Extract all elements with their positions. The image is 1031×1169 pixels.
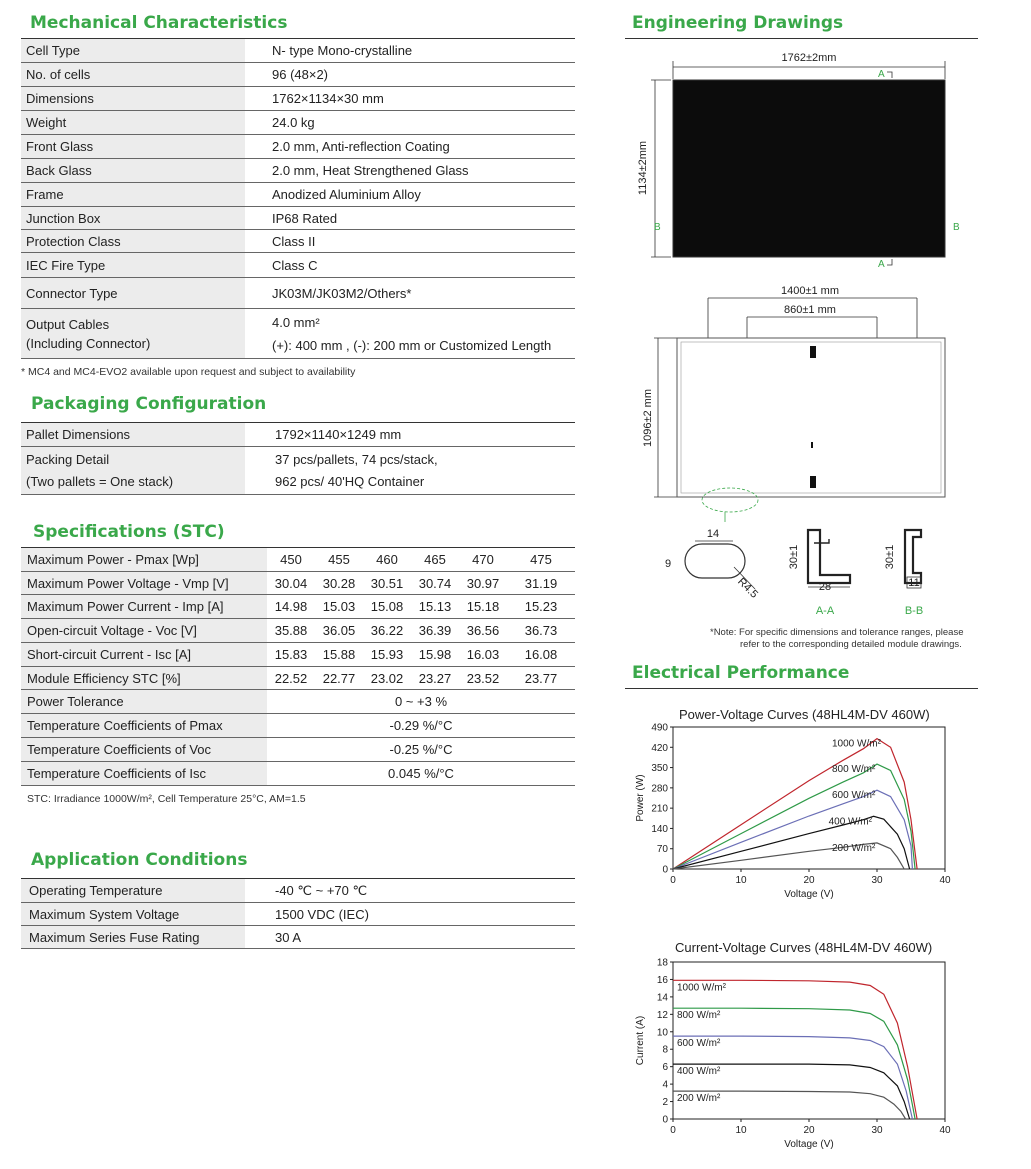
- row-value: Class C: [245, 253, 575, 278]
- cell: 36.73: [507, 619, 575, 643]
- packing-value-2: 962 pcs/ 40'HQ Container: [275, 473, 425, 489]
- row-label: Power Tolerance: [21, 690, 267, 714]
- drawing-note-1: *Note: For specific dimensions and tolerance ranges, please: [710, 627, 964, 638]
- x-tick-label: 30: [871, 1125, 883, 1136]
- cell: 15.88: [315, 643, 363, 667]
- junction-box: [810, 346, 816, 358]
- section-b-height-label: 30±1: [884, 544, 896, 570]
- x-tick-label: 0: [670, 1125, 676, 1136]
- cell: 14.98: [267, 595, 315, 619]
- table-row: [21, 309, 575, 359]
- row-label: Temperature Coefficients of Voc: [21, 738, 267, 762]
- series-label-5: 200 W/m²: [677, 1093, 721, 1105]
- cell: 15.23: [507, 595, 575, 619]
- series-label-1: 1000 W/m²: [832, 738, 881, 750]
- table-row: [21, 447, 575, 495]
- application-title: Application Conditions: [31, 850, 248, 870]
- cell: 15.93: [363, 643, 411, 667]
- table-row: [21, 738, 575, 762]
- table-row: [21, 111, 575, 135]
- row-label: Dimensions: [21, 87, 245, 111]
- mounting-slot: [685, 544, 745, 578]
- iv-curves-chart: [625, 955, 978, 1160]
- row-value: Class II: [245, 230, 575, 253]
- cell: 15.18: [459, 595, 507, 619]
- cell: -0.29 %/°C: [267, 714, 575, 738]
- table-row: [21, 714, 575, 738]
- row-label: Temperature Coefficients of Pmax: [21, 714, 267, 738]
- y-tick-label: 4: [662, 1079, 668, 1091]
- section-b-width-label: 11: [908, 577, 920, 589]
- cell: 36.39: [411, 619, 459, 643]
- y-tick-label: 0: [662, 864, 668, 876]
- cell: 23.52: [459, 667, 507, 690]
- cell: 16.03: [459, 643, 507, 667]
- cables-value-2: (+): 400 mm , (-): 200 mm or Customized Length: [272, 337, 552, 353]
- iv-chart-title: Current-Voltage Curves (48HL4M-DV 460W): [675, 940, 933, 955]
- table-row: [21, 643, 575, 667]
- row-label: Maximum Series Fuse Rating: [21, 926, 245, 949]
- row-label: Cell Type: [21, 39, 245, 63]
- row-label: Maximum Power Voltage - Vmp [V]: [21, 572, 267, 595]
- series-label-2: 800 W/m²: [832, 764, 876, 776]
- section-mark-b-left: B: [654, 222, 661, 233]
- row-label: Module Efficiency STC [%]: [21, 667, 267, 690]
- pv-curves-chart: [625, 722, 978, 907]
- cables-label-2: (Including Connector): [26, 335, 151, 351]
- cell: 23.27: [411, 667, 459, 690]
- table-row: [21, 690, 575, 714]
- packaging-table: [21, 422, 575, 495]
- cell: 15.03: [315, 595, 363, 619]
- row-label: Connector Type: [21, 278, 245, 309]
- table-row: [21, 762, 575, 786]
- section-mark-a-top: A: [878, 69, 885, 80]
- table-row: [21, 63, 575, 87]
- cell: 30.28: [315, 572, 363, 595]
- x-tick-label: 20: [803, 1125, 815, 1136]
- row-label: Temperature Coefficients of Isc: [21, 762, 267, 786]
- row-value: 1792×1140×1249 mm: [245, 423, 575, 447]
- drawings-title-rule: [625, 38, 978, 39]
- row-value: -40 ℃ ~ +70 ℃: [245, 879, 575, 903]
- cell: 30.74: [411, 572, 459, 595]
- y-tick-label: 18: [656, 957, 668, 969]
- mechanical-title: Mechanical Characteristics: [30, 13, 288, 33]
- frame-section-details: [625, 525, 978, 620]
- electrical-title-rule: [625, 688, 978, 689]
- series-label-4: 400 W/m²: [828, 816, 872, 828]
- row-label: Front Glass: [21, 135, 245, 159]
- cables-value-1: 4.0 mm²: [272, 314, 320, 330]
- row-value: IP68 Rated: [245, 207, 575, 230]
- cell: -0.25 %/°C: [267, 738, 575, 762]
- cell: 30.97: [459, 572, 507, 595]
- module-panel: [673, 80, 945, 257]
- row-label: No. of cells: [21, 63, 245, 87]
- x-axis-label: Voltage (V): [784, 889, 834, 900]
- row-label: Operating Temperature: [21, 879, 245, 903]
- row-label: Weight: [21, 111, 245, 135]
- series-label-4: 400 W/m²: [677, 1066, 721, 1078]
- row-label: Short-circuit Current - Isc [A]: [21, 643, 267, 667]
- row-value: JK03M/JK03M2/Others*: [245, 278, 575, 309]
- row-value: 2.0 mm, Anti-reflection Coating: [245, 135, 575, 159]
- y-tick-label: 350: [651, 763, 668, 775]
- table-row: [21, 572, 575, 595]
- x-tick-label: 10: [735, 875, 747, 886]
- cell: 30.04: [267, 572, 315, 595]
- table-row: [21, 278, 575, 309]
- module-rear-drawing: [625, 280, 978, 530]
- packing-value-1: 37 pcs/pallets, 74 pcs/stack,: [275, 451, 438, 467]
- table-row: [21, 667, 575, 690]
- row-label: Maximum Power Current - Imp [A]: [21, 595, 267, 619]
- section-a-profile: [808, 530, 850, 583]
- mounting-1400-label: 1400±1 mm: [780, 285, 840, 297]
- row-value: 30 A: [245, 926, 575, 949]
- series-label-3: 600 W/m²: [677, 1038, 721, 1050]
- cell: 0.045 %/°C: [267, 762, 575, 786]
- packing-label-2: (Two pallets = One stack): [26, 473, 174, 489]
- cell: 16.08: [507, 643, 575, 667]
- row-label: [21, 447, 245, 495]
- cell: 36.22: [363, 619, 411, 643]
- y-tick-label: 0: [662, 1114, 668, 1126]
- y-axis-label: Power (W): [635, 774, 646, 822]
- table-row: [21, 926, 575, 949]
- section-a-label: A-A: [815, 605, 835, 617]
- packing-label-1: Packing Detail: [26, 451, 110, 467]
- y-axis-label: Current (A): [635, 1015, 646, 1066]
- row-value: 24.0 kg: [245, 111, 575, 135]
- row-label: IEC Fire Type: [21, 253, 245, 278]
- row-value: 2.0 mm, Heat Strengthened Glass: [245, 159, 575, 183]
- x-axis-label: Voltage (V): [784, 1139, 834, 1150]
- y-tick-label: 2: [662, 1097, 668, 1109]
- specifications-table: [21, 547, 575, 786]
- mechanical-footnote: * MC4 and MC4-EVO2 available upon request and subject to availability: [21, 366, 356, 378]
- module-front-drawing: [625, 45, 978, 270]
- row-label: Open-circuit Voltage - Voc [V]: [21, 619, 267, 643]
- y-tick-label: 6: [662, 1062, 668, 1074]
- electrical-title: Electrical Performance: [632, 663, 850, 683]
- table-row: [21, 253, 575, 278]
- cell: 22.77: [315, 667, 363, 690]
- cell: 450: [267, 548, 315, 572]
- y-tick-label: 10: [656, 1027, 668, 1039]
- cell: 455: [315, 548, 363, 572]
- section-mark-b-right: B: [953, 222, 960, 233]
- height-1096-label: 1096±2 mm: [642, 388, 654, 448]
- drawing-note-2: refer to the corresponding detailed module drawings.: [740, 639, 962, 650]
- mounting-860-label: 860±1 mm: [784, 304, 836, 316]
- section-a-width-label: 28: [818, 581, 832, 593]
- y-tick-label: 490: [651, 722, 668, 734]
- cell: 23.77: [507, 667, 575, 690]
- y-tick-label: 14: [656, 992, 668, 1004]
- section-a-height-label: 30±1: [788, 544, 800, 570]
- cell: 475: [507, 548, 575, 572]
- packaging-title: Packaging Configuration: [31, 394, 267, 414]
- table-row: [21, 183, 575, 207]
- cell: 15.83: [267, 643, 315, 667]
- table-row: [21, 619, 575, 643]
- series-label-2: 800 W/m²: [677, 1010, 721, 1022]
- specifications-title: Specifications (STC): [33, 522, 225, 542]
- cell: 465: [411, 548, 459, 572]
- table-row: [21, 423, 575, 447]
- row-label: Junction Box: [21, 207, 245, 230]
- table-row: [21, 595, 575, 619]
- cell: 35.88: [267, 619, 315, 643]
- row-value: N- type Mono-crystalline: [245, 39, 575, 63]
- x-tick-label: 10: [735, 1125, 747, 1136]
- drawings-title: Engineering Drawings: [632, 13, 844, 33]
- x-tick-label: 20: [803, 875, 815, 886]
- row-value: Anodized Aluminium Alloy: [245, 183, 575, 207]
- table-row: [21, 207, 575, 230]
- x-tick-label: 40: [939, 875, 951, 886]
- y-tick-label: 420: [651, 742, 668, 754]
- slot-height-label: 9: [665, 558, 672, 570]
- row-label: Maximum System Voltage: [21, 903, 245, 926]
- table-row: [21, 159, 575, 183]
- row-label: Pallet Dimensions: [21, 423, 245, 447]
- cell: 15.08: [363, 595, 411, 619]
- row-value: [245, 309, 575, 359]
- cell: 15.13: [411, 595, 459, 619]
- cell: 460: [363, 548, 411, 572]
- y-tick-label: 70: [656, 844, 668, 856]
- mechanical-table: [21, 38, 575, 359]
- row-value: 1500 VDC (IEC): [245, 903, 575, 926]
- x-tick-label: 40: [939, 1125, 951, 1136]
- cell: 23.02: [363, 667, 411, 690]
- x-tick-label: 30: [871, 875, 883, 886]
- stc-footnote: STC: Irradiance 1000W/m², Cell Temperature 25°C, AM=1.5: [27, 793, 306, 805]
- series-label-3: 600 W/m²: [832, 790, 876, 802]
- row-label: Frame: [21, 183, 245, 207]
- table-row: [21, 903, 575, 926]
- table-row: [21, 87, 575, 111]
- junction-box: [810, 476, 816, 488]
- y-tick-label: 8: [662, 1044, 668, 1056]
- cell: 470: [459, 548, 507, 572]
- row-value: [245, 447, 575, 495]
- cell: 36.05: [315, 619, 363, 643]
- cell: 30.51: [363, 572, 411, 595]
- y-tick-label: 12: [656, 1009, 668, 1021]
- row-value: 96 (48×2): [245, 63, 575, 87]
- section-mark-a-bottom: A: [878, 259, 885, 270]
- row-label: Back Glass: [21, 159, 245, 183]
- row-label: Protection Class: [21, 230, 245, 253]
- cables-label-1: Output Cables: [26, 316, 110, 332]
- y-tick-label: 280: [651, 783, 668, 795]
- slot-width-label: 14: [706, 528, 720, 540]
- row-label: [21, 309, 245, 359]
- width-dimension-label: 1762±2mm: [781, 52, 837, 64]
- series-label-1: 1000 W/m²: [677, 982, 726, 994]
- table-row: [21, 230, 575, 253]
- y-tick-label: 210: [651, 803, 668, 815]
- table-row: [21, 548, 575, 572]
- x-tick-label: 0: [670, 875, 676, 886]
- row-label: Maximum Power - Pmax [Wp]: [21, 548, 267, 572]
- cell: 22.52: [267, 667, 315, 690]
- application-table: [21, 878, 575, 949]
- height-dimension-label: 1134±2mm: [637, 140, 649, 196]
- cell: 0 ~ +3 %: [267, 690, 575, 714]
- y-tick-label: 16: [656, 974, 668, 986]
- section-b-label: B-B: [904, 605, 924, 617]
- cell: 36.56: [459, 619, 507, 643]
- cell: 31.19: [507, 572, 575, 595]
- table-row: [21, 879, 575, 903]
- row-value: 1762×1134×30 mm: [245, 87, 575, 111]
- cell: 15.98: [411, 643, 459, 667]
- series-label-5: 200 W/m²: [832, 842, 876, 854]
- y-tick-label: 140: [651, 823, 668, 835]
- pv-chart-title: Power-Voltage Curves (48HL4M-DV 460W): [679, 707, 930, 722]
- module-rear-frame: [677, 338, 945, 497]
- section-b-profile: [905, 530, 921, 583]
- table-row: [21, 39, 575, 63]
- slot-radius-label: R4.5: [735, 575, 761, 601]
- table-row: [21, 135, 575, 159]
